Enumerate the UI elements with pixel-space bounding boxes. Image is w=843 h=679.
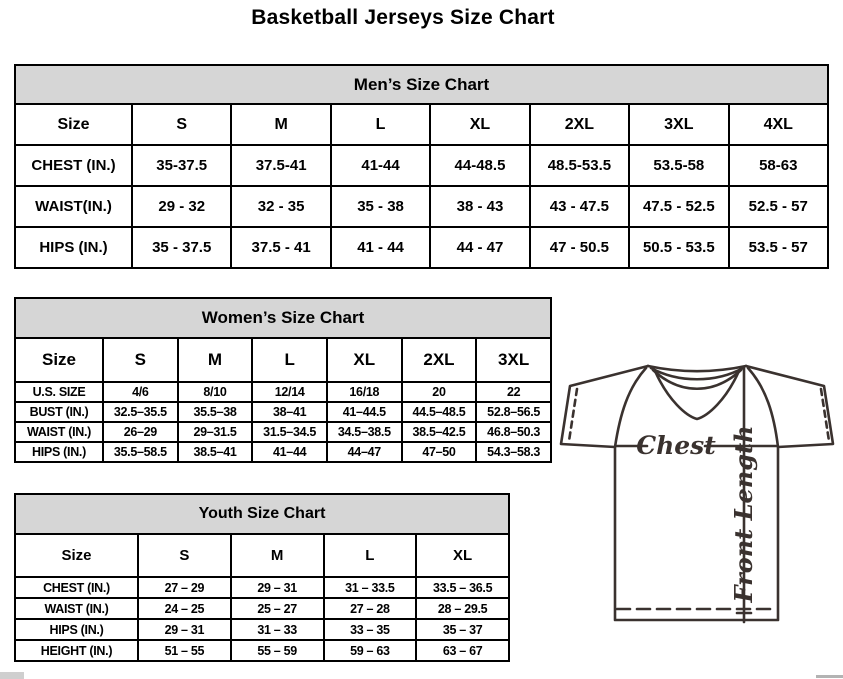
measurement-value-cell: 35 - 37.5	[132, 227, 231, 268]
measurement-value-cell: 51 – 55	[138, 640, 231, 661]
measurement-row-label: WAIST (IN.)	[15, 598, 138, 619]
measurement-value-cell: 4/6	[103, 382, 178, 402]
measurement-value-cell: 41-44	[331, 145, 430, 186]
left-sleeve-dashed-line	[569, 389, 577, 441]
size-column-header: XL	[327, 338, 402, 382]
size-column-header: 4XL	[729, 104, 828, 145]
size-column-header: 3XL	[629, 104, 728, 145]
measurement-value-cell: 41–44	[252, 442, 327, 462]
measurement-value-cell: 12/14	[252, 382, 327, 402]
measurement-row	[15, 598, 509, 619]
measurement-value-cell: 59 – 63	[324, 640, 417, 661]
jersey-measurement-diagram	[556, 356, 842, 638]
mens-size-chart	[14, 64, 829, 269]
measurement-row	[15, 422, 551, 442]
size-header-row	[15, 104, 828, 145]
measurement-value-cell: 38.5–42.5	[402, 422, 477, 442]
measurement-value-cell: 41–44.5	[327, 402, 402, 422]
size-corner-cell: Size	[15, 338, 103, 382]
measurement-row	[15, 227, 828, 268]
measurement-value-cell: 32.5–35.5	[103, 402, 178, 422]
measurement-row	[15, 382, 551, 402]
measurement-value-cell: 53.5-58	[629, 145, 728, 186]
measurement-value-cell: 48.5-53.5	[530, 145, 629, 186]
youth-chart-title: Youth Size Chart	[14, 493, 510, 533]
measurement-value-cell: 26–29	[103, 422, 178, 442]
measurement-value-cell: 28 – 29.5	[416, 598, 509, 619]
measurement-row	[15, 619, 509, 640]
measurement-row	[15, 402, 551, 422]
measurement-row-label: CHEST (IN.)	[15, 577, 138, 598]
size-column-header: M	[231, 104, 330, 145]
mens-chart-title: Men’s Size Chart	[14, 64, 829, 103]
size-column-header: L	[331, 104, 430, 145]
size-column-header: 2XL	[402, 338, 477, 382]
measurement-value-cell: 44-48.5	[430, 145, 529, 186]
measurement-value-cell: 38 - 43	[430, 186, 529, 227]
measurement-value-cell: 35.5–38	[178, 402, 253, 422]
size-column-header: XL	[416, 534, 509, 577]
measurement-value-cell: 31.5–34.5	[252, 422, 327, 442]
size-column-header: L	[324, 534, 417, 577]
measurement-value-cell: 41 - 44	[331, 227, 430, 268]
measurement-value-cell: 22	[476, 382, 551, 402]
measurement-value-cell: 52.8–56.5	[476, 402, 551, 422]
measurement-value-cell: 35-37.5	[132, 145, 231, 186]
measurement-row	[15, 442, 551, 462]
size-column-header: M	[231, 534, 324, 577]
measurement-value-cell: 16/18	[327, 382, 402, 402]
measurement-row-label: HIPS (IN.)	[15, 442, 103, 462]
horizontal-scrollbar-left-fragment[interactable]	[0, 672, 24, 679]
measurement-value-cell: 55 – 59	[231, 640, 324, 661]
size-corner-cell: Size	[15, 534, 138, 577]
measurement-value-cell: 47.5 - 52.5	[629, 186, 728, 227]
measurement-row	[15, 186, 828, 227]
measurement-row	[15, 577, 509, 598]
measurement-value-cell: 35 – 37	[416, 619, 509, 640]
measurement-row-label: HIPS (IN.)	[15, 619, 138, 640]
womens-chart-title: Women’s Size Chart	[14, 297, 552, 337]
size-column-header: XL	[430, 104, 529, 145]
jersey-diagram-svg	[556, 356, 842, 638]
measurement-value-cell: 44–47	[327, 442, 402, 462]
size-column-header: S	[138, 534, 231, 577]
size-column-header: L	[252, 338, 327, 382]
measurement-value-cell: 34.5–38.5	[327, 422, 402, 442]
measurement-value-cell: 29 – 31	[231, 577, 324, 598]
measurement-value-cell: 27 – 29	[138, 577, 231, 598]
front-length-label: Front Length	[729, 425, 758, 603]
measurement-value-cell: 37.5 - 41	[231, 227, 330, 268]
size-column-header: M	[178, 338, 253, 382]
youth-size-chart	[14, 493, 510, 662]
measurement-value-cell: 29–31.5	[178, 422, 253, 442]
measurement-row-label: HIPS (IN.)	[15, 227, 132, 268]
measurement-value-cell: 44 - 47	[430, 227, 529, 268]
measurement-value-cell: 63 – 67	[416, 640, 509, 661]
measurement-value-cell: 20	[402, 382, 477, 402]
measurement-row-label: HEIGHT (IN.)	[15, 640, 138, 661]
size-column-header: S	[132, 104, 231, 145]
mens-size-table	[14, 103, 829, 269]
page-title: Basketball Jerseys Size Chart	[251, 6, 555, 29]
measurement-value-cell: 50.5 - 53.5	[629, 227, 728, 268]
measurement-value-cell: 31 – 33	[231, 619, 324, 640]
measurement-value-cell: 47–50	[402, 442, 477, 462]
womens-size-table	[14, 337, 552, 463]
measurement-row	[15, 640, 509, 661]
measurement-row-label: CHEST (IN.)	[15, 145, 132, 186]
measurement-row-label: WAIST (IN.)	[15, 422, 103, 442]
measurement-row-label: BUST (IN.)	[15, 402, 103, 422]
measurement-value-cell: 35 - 38	[331, 186, 430, 227]
measurement-value-cell: 44.5–48.5	[402, 402, 477, 422]
measurement-value-cell: 35.5–58.5	[103, 442, 178, 462]
measurement-value-cell: 33 – 35	[324, 619, 417, 640]
measurement-value-cell: 54.3–58.3	[476, 442, 551, 462]
measurement-value-cell: 29 - 32	[132, 186, 231, 227]
measurement-value-cell: 31 – 33.5	[324, 577, 417, 598]
measurement-row-label: U.S. SIZE	[15, 382, 103, 402]
size-header-row	[15, 534, 509, 577]
measurement-value-cell: 38.5–41	[178, 442, 253, 462]
measurement-value-cell: 37.5-41	[231, 145, 330, 186]
measurement-value-cell: 8/10	[178, 382, 253, 402]
measurement-value-cell: 53.5 - 57	[729, 227, 828, 268]
size-header-row	[15, 338, 551, 382]
size-column-header: 2XL	[530, 104, 629, 145]
measurement-value-cell: 33.5 – 36.5	[416, 577, 509, 598]
measurement-value-cell: 52.5 - 57	[729, 186, 828, 227]
youth-size-table	[14, 533, 510, 662]
measurement-value-cell: 38–41	[252, 402, 327, 422]
womens-size-chart	[14, 297, 552, 463]
size-corner-cell: Size	[15, 104, 132, 145]
measurement-value-cell: 29 – 31	[138, 619, 231, 640]
measurement-value-cell: 58-63	[729, 145, 828, 186]
measurement-row	[15, 145, 828, 186]
measurement-value-cell: 32 - 35	[231, 186, 330, 227]
measurement-value-cell: 24 – 25	[138, 598, 231, 619]
horizontal-scrollbar-right-fragment[interactable]	[816, 675, 843, 678]
jersey-outline	[561, 366, 833, 620]
chest-label: Chest	[636, 431, 716, 460]
measurement-value-cell: 25 – 27	[231, 598, 324, 619]
size-column-header: S	[103, 338, 178, 382]
measurement-value-cell: 47 - 50.5	[530, 227, 629, 268]
measurement-value-cell: 46.8–50.3	[476, 422, 551, 442]
measurement-value-cell: 27 – 28	[324, 598, 417, 619]
measurement-row-label: WAIST(IN.)	[15, 186, 132, 227]
measurement-value-cell: 43 - 47.5	[530, 186, 629, 227]
collar-top-edge	[648, 366, 746, 371]
size-column-header: 3XL	[476, 338, 551, 382]
